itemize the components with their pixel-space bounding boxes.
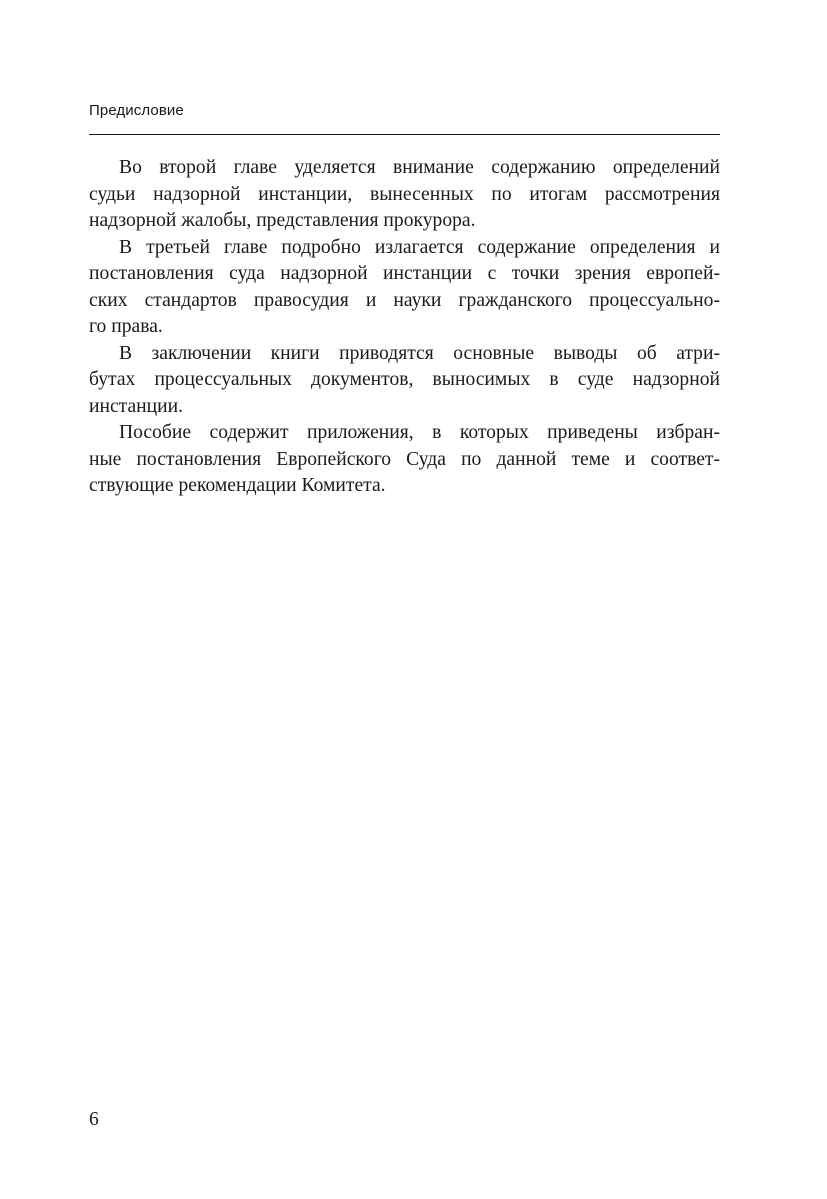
text-line: ствующие рекомендации Комитета. bbox=[89, 475, 386, 496]
text-line: судьи надзорной инстанции, вынесенных по итогам рассмотрения bbox=[89, 183, 720, 205]
text-line: Пособие содержит приложения, в которых приведены избран- bbox=[119, 422, 720, 443]
body-text bbox=[89, 155, 720, 500]
text-line: Во второй главе уделяется внимание содержанию определений bbox=[119, 157, 720, 178]
text-line: постановления суда надзорной инстанции с точки зрения европей- bbox=[89, 263, 720, 284]
text-line: го права. bbox=[89, 316, 163, 337]
text-line: инстанции. bbox=[89, 395, 184, 417]
paragraph-3 bbox=[89, 341, 720, 421]
paragraph-1 bbox=[89, 155, 720, 235]
text-line: ные постановления Европейского Суда по данной теме и соответ- bbox=[89, 448, 720, 470]
paragraph-2 bbox=[89, 235, 720, 341]
text-line: надзорной жалобы, представления прокурора. bbox=[89, 210, 476, 231]
text-line: бутах процессуальных документов, выносимых в суде надзорной bbox=[89, 369, 720, 390]
paragraph-4 bbox=[89, 420, 720, 500]
text-line: ских стандартов правосудия и науки гражданского процессуально- bbox=[89, 289, 720, 311]
running-head: Предисловие bbox=[89, 102, 184, 119]
header-rule bbox=[89, 134, 720, 135]
text-line: В заключении книги приводятся основные выводы об атри- bbox=[119, 342, 720, 364]
text-line: В третьей главе подробно излагается содержание определения и bbox=[119, 236, 720, 258]
page-number: 6 bbox=[89, 1109, 99, 1130]
